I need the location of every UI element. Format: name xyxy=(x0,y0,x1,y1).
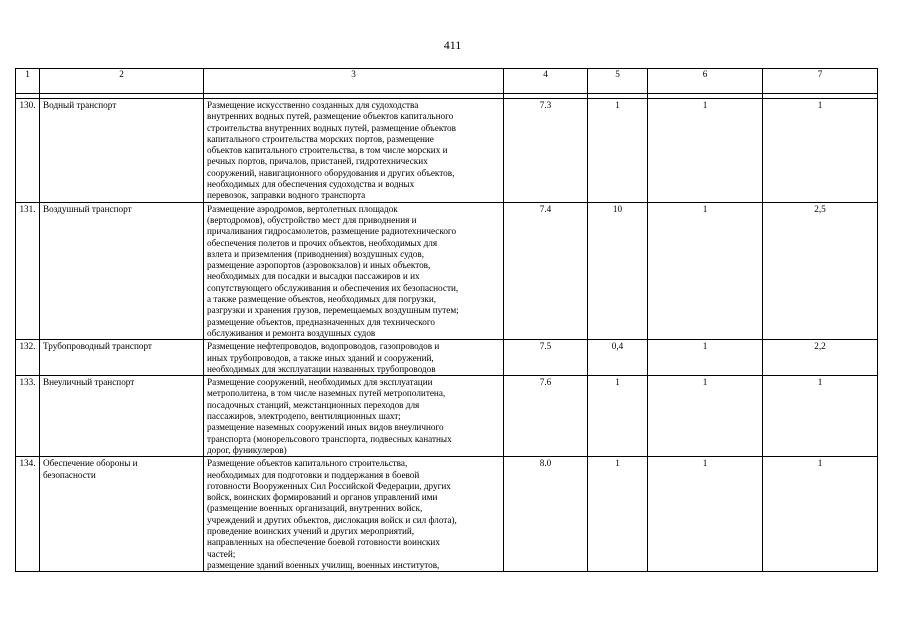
col5-value: 10 xyxy=(588,202,648,340)
use-code: 7.3 xyxy=(504,99,588,203)
use-description: Размещение нефтепроводов, водопроводов, газопроводов и иных трубопроводов, а также иных зданий и сооружений, необходимых для эксплуатации названных трубопроводов xyxy=(204,340,504,376)
use-description: Размещение искусственно созданных для судоходства внутренних водных путей, размещение объектов капитального строительства внутренних водных путей, размещение объектов капитального строительства морских портов, размещение объектов капитального строительства, в том числе морских и речных портов, причалов, пристаней, гидротехнических сооружений, навигационного оборудования и других объектов, необходимых для обеспечения судоходства и водных перевозок, заправки водного транспорта xyxy=(204,99,504,203)
use-name: Водный транспорт xyxy=(40,99,204,203)
row-number: 132. xyxy=(16,340,40,376)
table-row xyxy=(16,376,878,457)
use-code: 8.0 xyxy=(504,457,588,572)
col7-value: 1 xyxy=(763,99,878,203)
row-number: 131. xyxy=(16,202,40,340)
table-row xyxy=(16,99,878,203)
use-name: Внеуличный транспорт xyxy=(40,376,204,457)
table-row xyxy=(16,340,878,376)
use-name: Трубопроводный транспорт xyxy=(40,340,204,376)
row-number: 133. xyxy=(16,376,40,457)
header-cell-1: 1 xyxy=(16,69,40,94)
header-cell-5: 5 xyxy=(588,69,648,94)
page-number: 411 xyxy=(443,38,462,52)
use-code: 7.4 xyxy=(504,202,588,340)
col6-value: 1 xyxy=(648,99,763,203)
use-code: 7.6 xyxy=(504,376,588,457)
use-description: Размещение объектов капитального строительства, необходимых для подготовки и поддержания в боевой готовности Вооруженных Сил Российской Федерации, других войск, воинских формирований и органов управлений ими (размещение военных организаций, внутренних войск, учреждений и других объектов, дислокация войск и сил флота), проведение воинских учений и других мероприятий, направленных на обеспечение боевой готовности воинских частей; размещение зданий военных училищ, военных институтов, xyxy=(204,457,504,572)
header-cell-2: 2 xyxy=(40,69,204,94)
use-name: Воздушный транспорт xyxy=(40,202,204,340)
header-cell-4: 4 xyxy=(504,69,588,94)
col6-value: 1 xyxy=(648,376,763,457)
col6-value: 1 xyxy=(648,202,763,340)
col7-value: 1 xyxy=(763,457,878,572)
row-number: 134. xyxy=(16,457,40,572)
col6-value: 1 xyxy=(648,457,763,572)
row-number: 130. xyxy=(16,99,40,203)
col7-value: 1 xyxy=(763,376,878,457)
header-cell-3: 3 xyxy=(204,69,504,94)
col5-value: 1 xyxy=(588,99,648,203)
table-row xyxy=(16,202,878,340)
use-description: Размещение аэродромов, вертолетных площадок (вертодромов), обустройство мест для приводнения и причаливания гидросамолетов, размещение радиотехнического обеспечения полетов и прочих объектов, необходимых для взлета и приземления (приводнения) воздушных судов, размещение аэропортов (аэровокзалов) и иных объектов, необходимых для посадки и высадки пассажиров и их сопутствующего обслуживания и обеспечения их безопасности, а также размещение объектов, необходимых для погрузки, разгрузки и хранения грузов, перемещаемых воздушным путем; размещение объектов, предназначенных для технического обслуживания и ремонта воздушных судов xyxy=(204,202,504,340)
table-row xyxy=(16,457,878,572)
col7-value: 2,2 xyxy=(763,340,878,376)
use-name: Обеспечение обороны и безопасности xyxy=(40,457,204,572)
col6-value: 1 xyxy=(648,340,763,376)
land-use-table xyxy=(15,68,878,572)
header-cell-7: 7 xyxy=(763,69,878,94)
col5-value: 1 xyxy=(588,457,648,572)
header-cell-6: 6 xyxy=(648,69,763,94)
col5-value: 0,4 xyxy=(588,340,648,376)
use-code: 7.5 xyxy=(504,340,588,376)
use-description: Размещение сооружений, необходимых для эксплуатации метрополитена, в том числе наземных путей метрополитена, посадочных станций, межстанционных переходов для пассажиров, электродепо, вентиляционных шахт; размещение наземных сооружений иных видов внеуличного транспорта (монорельсового транспорта, подвесных канатных дорог, фуникулеров) xyxy=(204,376,504,457)
header-row xyxy=(16,69,878,94)
col5-value: 1 xyxy=(588,376,648,457)
col7-value: 2,5 xyxy=(763,202,878,340)
